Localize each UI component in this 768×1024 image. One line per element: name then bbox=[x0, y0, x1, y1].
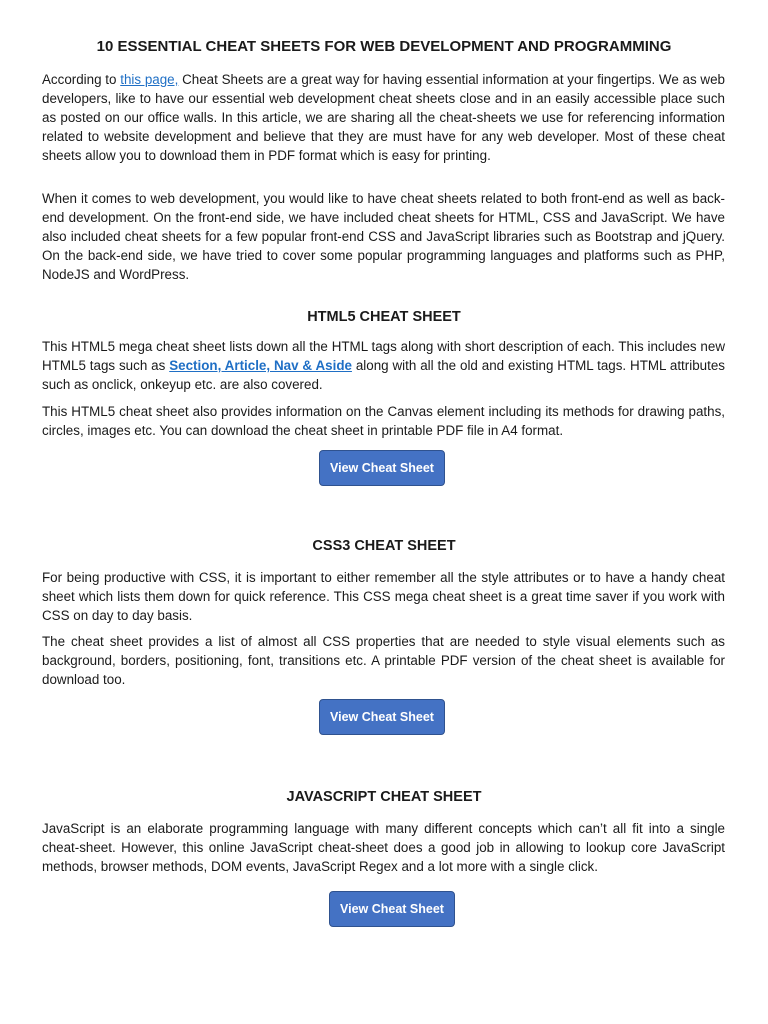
html5-paragraph-2: This HTML5 cheat sheet also provides information on the Canvas element including its methods for drawing paths, circles, images etc. You can download the cheat sheet in printable PDF file in A4 format. bbox=[42, 404, 725, 438]
css3-paragraph-1: For being productive with CSS, it is important to either remember all the style attributes or to have a handy cheat sheet which lists them down for quick reference. This CSS mega cheat sheet is a great time saver if you work with CSS on day to day basis. bbox=[42, 570, 725, 623]
intro-paragraph-2: When it comes to web development, you would like to have cheat sheets related to both front-end as well as back-end development. On the front-end side, we have included cheat sheets for HTML, CSS and JavaScript. We have also included cheat sheets for a few popular front-end CSS and JavaScript libraries such as Bootstrap and jQuery. On the back-end side, we have tried to cover some popular programming languages and platforms such as PHP, NodeJS and WordPress. bbox=[42, 191, 725, 282]
this-page-link[interactable]: this page, bbox=[120, 72, 179, 87]
html5-text-rest: along with all the old and existing HTML tags. HTML attributes such as onclick, onkeyup etc. are also covered. bbox=[42, 358, 725, 392]
javascript-view-cheat-sheet-button[interactable]: View Cheat Sheet bbox=[329, 891, 455, 927]
intro-text-prefix: According to bbox=[42, 72, 121, 87]
html5-paragraph-1 bbox=[42, 337, 725, 394]
html5-view-cheat-sheet-button[interactable]: View Cheat Sheet bbox=[319, 450, 445, 486]
html5-text-prefix: This HTML5 mega cheat sheet lists down all the HTML tags along with short description of each. This includes new HTML5 tags such as bbox=[42, 339, 725, 373]
html5-heading: HTML5 CHEAT SHEET bbox=[307, 309, 461, 325]
css3-view-cheat-sheet-button[interactable]: View Cheat Sheet bbox=[319, 699, 445, 735]
intro-text-rest: Cheat Sheets are a great way for having essential information at your fingertips. We as web developers, like to have our essential web development cheat sheets close and in an easily accessible place such as posted on our office walls. In this article, we are sharing all the cheat-sheets we use for referencing information related to website development and believe that they are must have for any web developer. Most of these cheat sheets allow you to download them in PDF format which is easy for printing. bbox=[42, 72, 725, 163]
css3-paragraph-2: The cheat sheet provides a list of almost all CSS properties that are needed to style visual elements such as background, borders, positioning, font, transitions etc. A printable PDF version of the cheat sheet is available for download too. bbox=[42, 634, 725, 687]
css3-heading: CSS3 CHEAT SHEET bbox=[312, 538, 456, 554]
javascript-heading: JAVASCRIPT CHEAT SHEET bbox=[286, 789, 482, 805]
html5-tags-link[interactable]: Section, Article, Nav & Aside bbox=[169, 358, 352, 373]
javascript-paragraph-1: JavaScript is an elaborate programming language with many different concepts which can’t all fit into a single cheat-sheet. However, this online JavaScript cheat-sheet does a good job in allowing to lookup core JavaScript methods, browser methods, DOM events, JavaScript Regex and a lot more with a single click. bbox=[42, 821, 725, 874]
intro-paragraph-1 bbox=[42, 70, 725, 165]
page-title: 10 ESSENTIAL CHEAT SHEETS FOR WEB DEVELOPMENT AND PROGRAMMING bbox=[96, 38, 672, 55]
